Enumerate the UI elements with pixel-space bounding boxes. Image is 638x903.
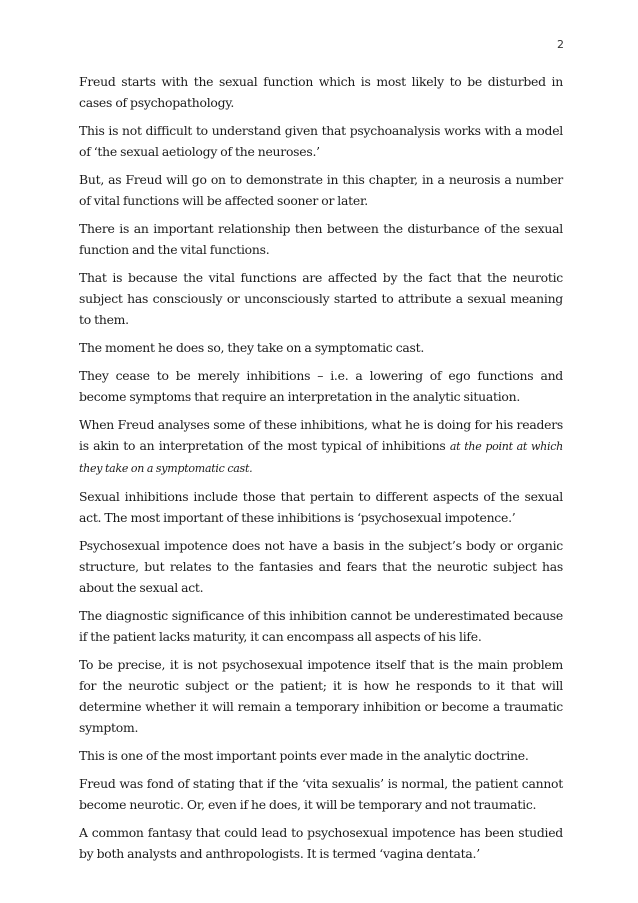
paragraph-6: The moment he does so, they take on a symptomatic cast. [79,340,425,355]
paragraph-15: A common fantasy that could lead to psychosexual impotence has been studied by both analysts and anthropologists. It is termed ‘vagina dentata.’ [79,825,563,861]
paragraph-11: The diagnostic significance of this inhibition cannot be underestimated because if the patient lacks maturity, it can encompass all aspects of his life. [79,608,563,644]
paragraph-8 [79,414,563,479]
paragraph-8-text: When Freud analyses some of these inhibitions, what he is doing for his readers is akin to an interpretation of the most typical of inhibitions [79,417,563,453]
paragraph-14: Freud was fond of stating that if the ‘vita sexualis’ is normal, the patient cannot become neurotic. Or, even if he does, it will be temporary and not traumatic. [79,776,563,812]
page-number: 2 [557,38,564,51]
paragraph-10: Psychosexual impotence does not have a basis in the subject’s body or organic structure, but relates to the fantasies and fears that the neurotic subject has about the sexual act. [79,538,563,595]
paragraph-4: There is an important relationship then between the disturbance of the sexual function and the vital functions. [79,221,563,257]
paragraph-7: They cease to be merely inhibitions – i.e. a lowering of ego functions and become symptoms that require an interpretation in the analytic situation. [79,368,563,404]
paragraph-12: To be precise, it is not psychosexual impotence itself that is the main problem for the neurotic subject or the patient; it is how he responds to it that will determine whether it will remain a temporary inhibition or become a traumatic symptom. [79,657,563,735]
paragraph-13: This is one of the most important points ever made in the analytic doctrine. [79,748,529,763]
paragraph-3: But, as Freud will go on to demonstrate in this chapter, in a neurosis a number of vital functions will be affected sooner or later. [79,172,563,208]
paragraph-2: This is not difficult to understand given that psychoanalysis works with a model of ‘the sexual aetiology of the neuroses.’ [79,123,563,159]
document-body [79,71,563,871]
paragraph-9: Sexual inhibitions include those that pertain to different aspects of the sexual act. The most important of these inhibitions is ‘psychosexual impotence.’ [79,489,563,525]
paragraph-8-emphasis: at the point at which they take on a symptomatic cast. [79,440,563,475]
paragraph-1: Freud starts with the sexual function which is most likely to be disturbed in cases of psychopathology. [79,74,563,110]
paragraph-5: That is because the vital functions are affected by the fact that the neurotic subject has consciously or unconsciously started to attribute a sexual meaning to them. [79,270,563,327]
